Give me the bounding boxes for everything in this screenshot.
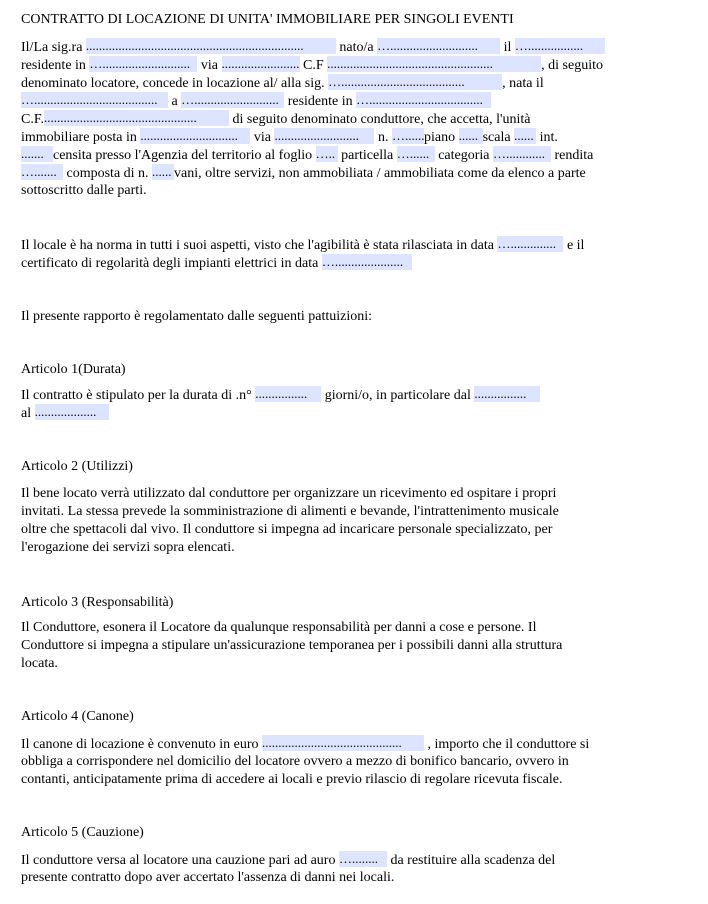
cauzione-amount-field[interactable]: …........ <box>339 851 387 867</box>
parties-line-5 <box>21 110 531 129</box>
text: di seguito denominato conduttore, che accetta, l'unità <box>229 112 531 127</box>
text: Il locale è ha norma in tutti i suoi aspetti, visto che l'agibilità è stata rilasciata in data <box>21 238 498 253</box>
agibilita-line-2 <box>21 254 412 273</box>
art2-line-2: invitati. La stessa prevede la somministrazione di alimenti e bevande, l'intrattenimento musicale <box>21 504 559 519</box>
end-date-field[interactable]: ................... <box>35 404 109 420</box>
article-4-heading: Articolo 4 (Canone) <box>21 709 134 724</box>
art3-line-3: locata. <box>21 656 58 671</box>
text: n. <box>374 130 392 145</box>
immobile-street-field[interactable]: .......................... <box>274 128 374 144</box>
text: vani, oltre servizi, non ammobiliata / ammobiliata come da elenco a parte <box>174 166 586 181</box>
foglio-field[interactable]: ….. <box>316 146 338 162</box>
art1-line-2 <box>21 404 109 423</box>
parties-line-3 <box>21 74 544 93</box>
text: composta di n. <box>63 166 153 181</box>
text: int. <box>536 130 558 145</box>
vani-field[interactable]: ...... <box>152 164 174 180</box>
text: a <box>168 94 182 109</box>
conduttore-name-field[interactable]: …...................................... <box>328 74 502 90</box>
text: , nata il <box>502 76 544 91</box>
art2-line-4: l'erogazione dei servizi sopra elencati. <box>21 540 235 555</box>
text: al <box>21 406 35 421</box>
text: , di seguito <box>541 58 603 73</box>
text: piano <box>423 130 459 145</box>
art3-line-2: Conduttore si impegna a stipulare un'assicurazione temporanea per i possibili danni alla struttura <box>21 638 563 653</box>
text: Il conduttore versa al locatore una cauzione pari ad auro <box>21 853 339 868</box>
start-date-field[interactable]: ................ <box>474 386 540 402</box>
rendita-field[interactable]: …....... <box>21 164 63 180</box>
parties-line-6 <box>21 128 558 147</box>
immobile-number-field[interactable]: …...... <box>391 128 424 143</box>
duration-days-field[interactable]: ................ <box>255 386 321 402</box>
locatore-cf-field[interactable]: ................................................... <box>327 56 541 72</box>
article-1-heading: Articolo 1(Durata) <box>21 362 126 377</box>
art5-line-1 <box>21 851 555 870</box>
parties-line-9 <box>21 182 147 200</box>
immobile-city-field[interactable]: .............................. <box>140 128 250 144</box>
document-title: CONTRATTO DI LOCAZIONE DI UNITA' IMMOBILIARE PER SINGOLI EVENTI <box>21 12 514 27</box>
text: via <box>197 58 222 73</box>
text: immobiliare posta in <box>21 130 141 145</box>
parties-line-7 <box>21 146 593 165</box>
text: rendita <box>550 148 594 163</box>
art4-line-3: contanti, anticipatamente prima di accedere ai locali e previo rilascio di regolare ricevuta fiscale. <box>21 772 563 787</box>
text: Il/La sig.ra <box>21 40 86 55</box>
art3-line-1: Il Conduttore, esonera il Locatore da qualunque responsabilità per danni a cose e persone. Il <box>21 620 537 635</box>
art2-line-3: oltre che spettacoli dal vivo. Il conduttore si impegna ad incaricare personale specializzato, per <box>21 522 553 537</box>
text: C.F. <box>21 112 45 127</box>
parties-line-2 <box>21 56 603 75</box>
locatore-residence-field[interactable]: …........................... <box>89 56 197 72</box>
art1-line-1 <box>21 386 540 405</box>
impianti-date-field[interactable]: …..................... <box>322 254 412 270</box>
article-3-heading: Articolo 3 (Responsabilità) <box>21 595 174 610</box>
text: via <box>250 130 275 145</box>
immobile-interior-field[interactable]: ....... <box>21 146 53 162</box>
immobile-staircase-field[interactable]: ...... <box>514 128 536 144</box>
conduttore-residence-field[interactable]: …................................... <box>356 92 491 108</box>
immobile-floor-field[interactable]: ...... <box>459 128 483 144</box>
text: il <box>500 40 515 55</box>
locatore-birthplace-field[interactable]: …........................... <box>377 38 500 54</box>
text: denominato locatore, concede in locazione al/ alla sig. <box>21 76 329 91</box>
parties-line-4 <box>21 92 491 111</box>
parties-line-1 <box>21 38 605 57</box>
text: nato/a <box>335 40 378 55</box>
agibilita-date-field[interactable]: ….............. <box>497 236 563 252</box>
text: residente in <box>284 94 357 109</box>
text: giorni/o, in particolare dal <box>321 388 475 403</box>
locatore-birthdate-field[interactable]: …................. <box>515 38 605 54</box>
intro-paragraph: Il presente rapporto è regolamentato dalle seguenti pattuizioni: <box>21 309 373 324</box>
text: , importo che il conduttore si <box>424 737 590 752</box>
agibilita-line-1 <box>21 236 584 255</box>
conduttore-birthdate-field[interactable]: …...................................... <box>21 92 168 108</box>
parties-line-8 <box>21 164 586 183</box>
text: censita presso l'Agenzia del territorio al foglio <box>53 148 316 163</box>
text: residente in <box>21 58 90 73</box>
article-2-heading: Articolo 2 (Utilizzi) <box>21 459 133 474</box>
locatore-name-field[interactable]: ................................................................... <box>86 38 336 54</box>
categoria-field[interactable]: …............ <box>493 146 551 162</box>
text: Il contratto è stipulato per la durata di .n° <box>21 388 256 403</box>
canone-amount-field[interactable]: ........................................... <box>262 735 424 751</box>
text: da restituire alla scadenza del <box>386 853 556 868</box>
art5-line-2: presente contratto dopo aver accertato l'assenza di danni nei locali. <box>21 870 395 885</box>
conduttore-birthplace-field[interactable]: ….......................... <box>181 92 284 108</box>
text: e il <box>563 238 585 253</box>
text: Il canone di locazione è convenuto in euro <box>21 737 263 752</box>
locatore-street-field[interactable]: ........................ <box>221 56 300 71</box>
conduttore-cf-field[interactable]: ............................................... <box>44 110 229 126</box>
art4-line-1 <box>21 735 589 754</box>
text: C.F <box>299 58 328 73</box>
art4-line-2: obbliga a corrispondere nel domicilio del locatore ovvero a mezzo di bonifico bancario, ovvero in <box>21 754 569 769</box>
text: particella <box>337 148 397 163</box>
particella-field[interactable]: …...... <box>397 146 435 162</box>
text: categoria <box>434 148 493 163</box>
article-5-heading: Articolo 5 (Cauzione) <box>21 825 144 840</box>
text: certificato di regolarità degli impianti elettrici in data <box>21 256 322 271</box>
text: scala <box>482 130 515 145</box>
text: sottoscritto dalle parti. <box>21 183 147 198</box>
art2-line-1: Il bene locato verrà utilizzato dal conduttore per organizzare un ricevimento ed ospitare i propri <box>21 486 557 501</box>
